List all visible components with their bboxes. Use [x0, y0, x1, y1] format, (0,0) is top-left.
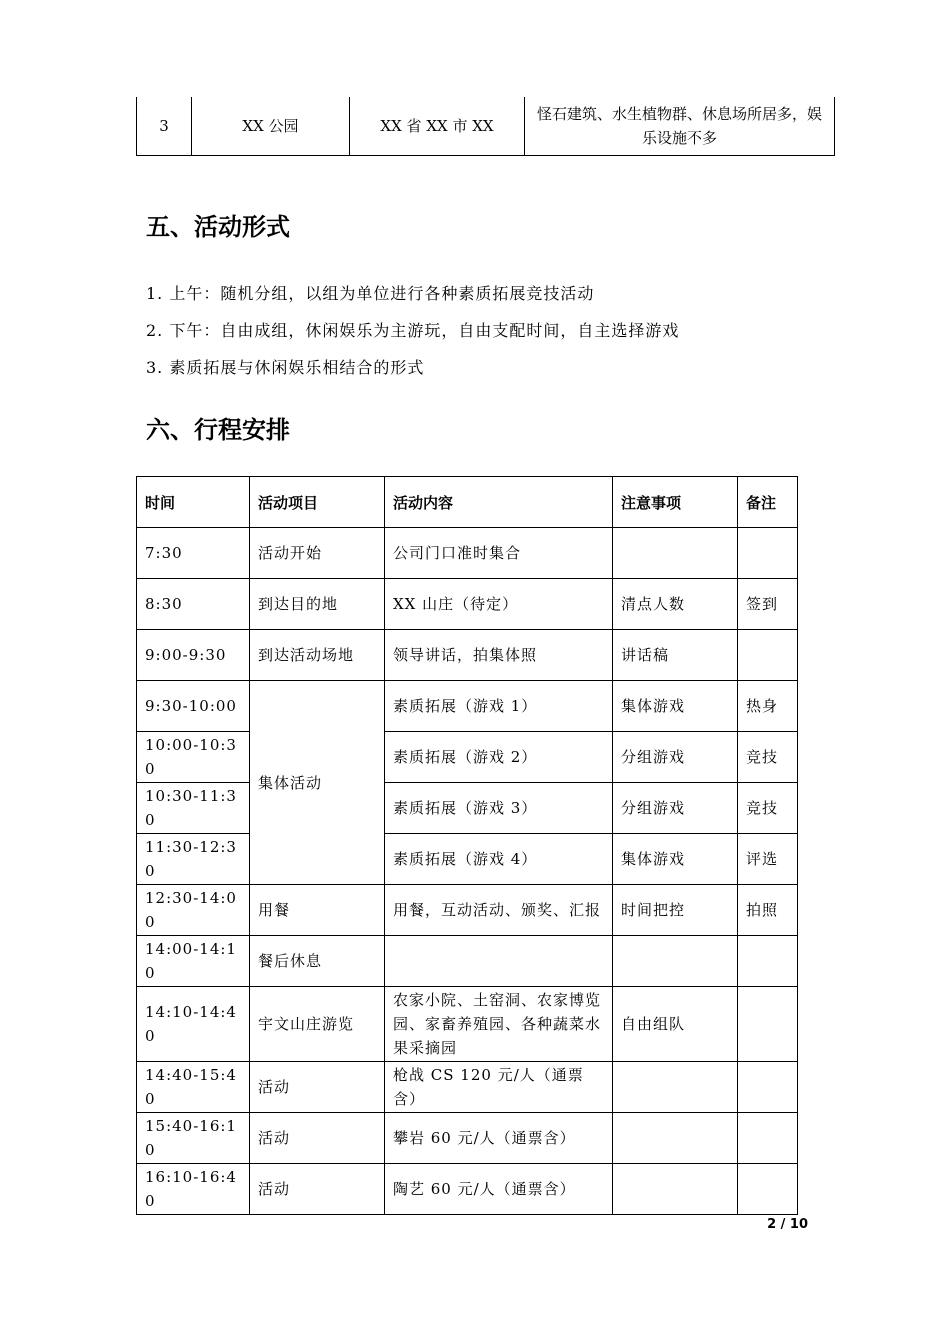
col-header-time: 时间 — [137, 477, 250, 528]
cell-remark: 签到 — [738, 579, 798, 630]
col-header-content: 活动内容 — [385, 477, 613, 528]
cell-content: 素质拓展（游戏 2） — [385, 732, 613, 783]
schedule-table — [136, 476, 798, 1215]
cell-remark: 热身 — [738, 681, 798, 732]
cell-notice: 时间把控 — [613, 885, 738, 936]
cell-notice — [613, 1113, 738, 1164]
section5-title: 五、活动形式 — [146, 213, 290, 241]
cell-content — [385, 936, 613, 987]
cell-notice — [613, 528, 738, 579]
col-header-item: 活动项目 — [250, 477, 385, 528]
cell-notice: 自由组队 — [613, 987, 738, 1062]
cell-item: 活动 — [250, 1113, 385, 1164]
table-row — [137, 1164, 798, 1215]
cell-remark — [738, 630, 798, 681]
cell-remark — [738, 528, 798, 579]
cell-item: 用餐 — [250, 885, 385, 936]
table-row — [137, 936, 798, 987]
cell-note: 怪石建筑、水生植物群、休息场所居多，娱乐设施不多 — [525, 97, 835, 156]
cell-time: 8:30 — [137, 579, 250, 630]
cell-item: 活动 — [250, 1164, 385, 1215]
cell-remark — [738, 987, 798, 1062]
table-row — [137, 528, 798, 579]
table-row — [137, 834, 798, 885]
cell-content: 素质拓展（游戏 3） — [385, 783, 613, 834]
table-row — [137, 630, 798, 681]
cell-content: 公司门口准时集合 — [385, 528, 613, 579]
page-number: 2 / 10 — [767, 1217, 808, 1232]
list-item: 1. 上午：随机分组，以组为单位进行各种素质拓展竞技活动 — [146, 284, 595, 303]
table-row — [137, 987, 798, 1062]
table-row — [137, 681, 798, 732]
cell-notice: 集体游戏 — [613, 834, 738, 885]
cell-item: 餐后休息 — [250, 936, 385, 987]
cell-time: 7:30 — [137, 528, 250, 579]
col-header-remark: 备注 — [738, 477, 798, 528]
cell-content: 用餐，互动活动、颁奖、汇报 — [385, 885, 613, 936]
cell-content: 素质拓展（游戏 4） — [385, 834, 613, 885]
cell-notice: 分组游戏 — [613, 732, 738, 783]
cell-notice — [613, 1062, 738, 1113]
cell-time: 10:00-10:30 — [137, 732, 250, 783]
cell-remark: 竞技 — [738, 732, 798, 783]
cell-content: 素质拓展（游戏 1） — [385, 681, 613, 732]
cell-item: 到达目的地 — [250, 579, 385, 630]
cell-content: 枪战 CS 120 元/人（通票含） — [385, 1062, 613, 1113]
cell-remark — [738, 936, 798, 987]
cell-time: 14:10-14:40 — [137, 987, 250, 1062]
site-table — [136, 97, 835, 156]
cell-remark: 评选 — [738, 834, 798, 885]
cell-content: XX 山庄（待定） — [385, 579, 613, 630]
cell-time: 9:00-9:30 — [137, 630, 250, 681]
cell-content: 领导讲话，拍集体照 — [385, 630, 613, 681]
cell-time: 16:10-16:40 — [137, 1164, 250, 1215]
table-row — [137, 732, 798, 783]
cell-content: 陶艺 60 元/人（通票含） — [385, 1164, 613, 1215]
cell-notice — [613, 1164, 738, 1215]
cell-notice: 讲话稿 — [613, 630, 738, 681]
section6-title: 六、行程安排 — [146, 416, 290, 444]
cell-notice: 清点人数 — [613, 579, 738, 630]
cell-time: 12:30-14:00 — [137, 885, 250, 936]
cell-notice: 分组游戏 — [613, 783, 738, 834]
cell-item: 活动 — [250, 1062, 385, 1113]
cell-notice — [613, 936, 738, 987]
cell-content: 农家小院、土窑洞、农家博览园、家畜养殖园、各种蔬菜水果采摘园 — [385, 987, 613, 1062]
col-header-notice: 注意事项 — [613, 477, 738, 528]
cell-no: 3 — [137, 97, 192, 156]
cell-time: 14:40-15:40 — [137, 1062, 250, 1113]
cell-location: XX 省 XX 市 XX — [350, 97, 525, 156]
cell-remark: 竞技 — [738, 783, 798, 834]
cell-remark — [738, 1113, 798, 1164]
cell-time: 14:00-14:10 — [137, 936, 250, 987]
table-row — [137, 1113, 798, 1164]
table-row — [137, 1062, 798, 1113]
cell-time: 9:30-10:00 — [137, 681, 250, 732]
cell-time: 15:40-16:10 — [137, 1113, 250, 1164]
header-row — [137, 477, 798, 528]
cell-group-item: 集体活动 — [250, 681, 385, 885]
cell-time: 10:30-11:30 — [137, 783, 250, 834]
list-item: 2. 下午：自由成组，休闲娱乐为主游玩，自由支配时间，自主选择游戏 — [146, 321, 680, 340]
cell-content: 攀岩 60 元/人（通票含） — [385, 1113, 613, 1164]
cell-name: XX 公园 — [192, 97, 350, 156]
cell-remark — [738, 1062, 798, 1113]
cell-remark: 拍照 — [738, 885, 798, 936]
table-row — [137, 885, 798, 936]
table-row — [137, 783, 798, 834]
cell-item: 到达活动场地 — [250, 630, 385, 681]
cell-item: 活动开始 — [250, 528, 385, 579]
cell-remark — [738, 1164, 798, 1215]
table-row — [137, 579, 798, 630]
cell-notice: 集体游戏 — [613, 681, 738, 732]
table-row — [137, 97, 835, 156]
cell-item: 宇文山庄游览 — [250, 987, 385, 1062]
list-item: 3. 素质拓展与休闲娱乐相结合的形式 — [146, 358, 425, 377]
cell-time: 11:30-12:30 — [137, 834, 250, 885]
